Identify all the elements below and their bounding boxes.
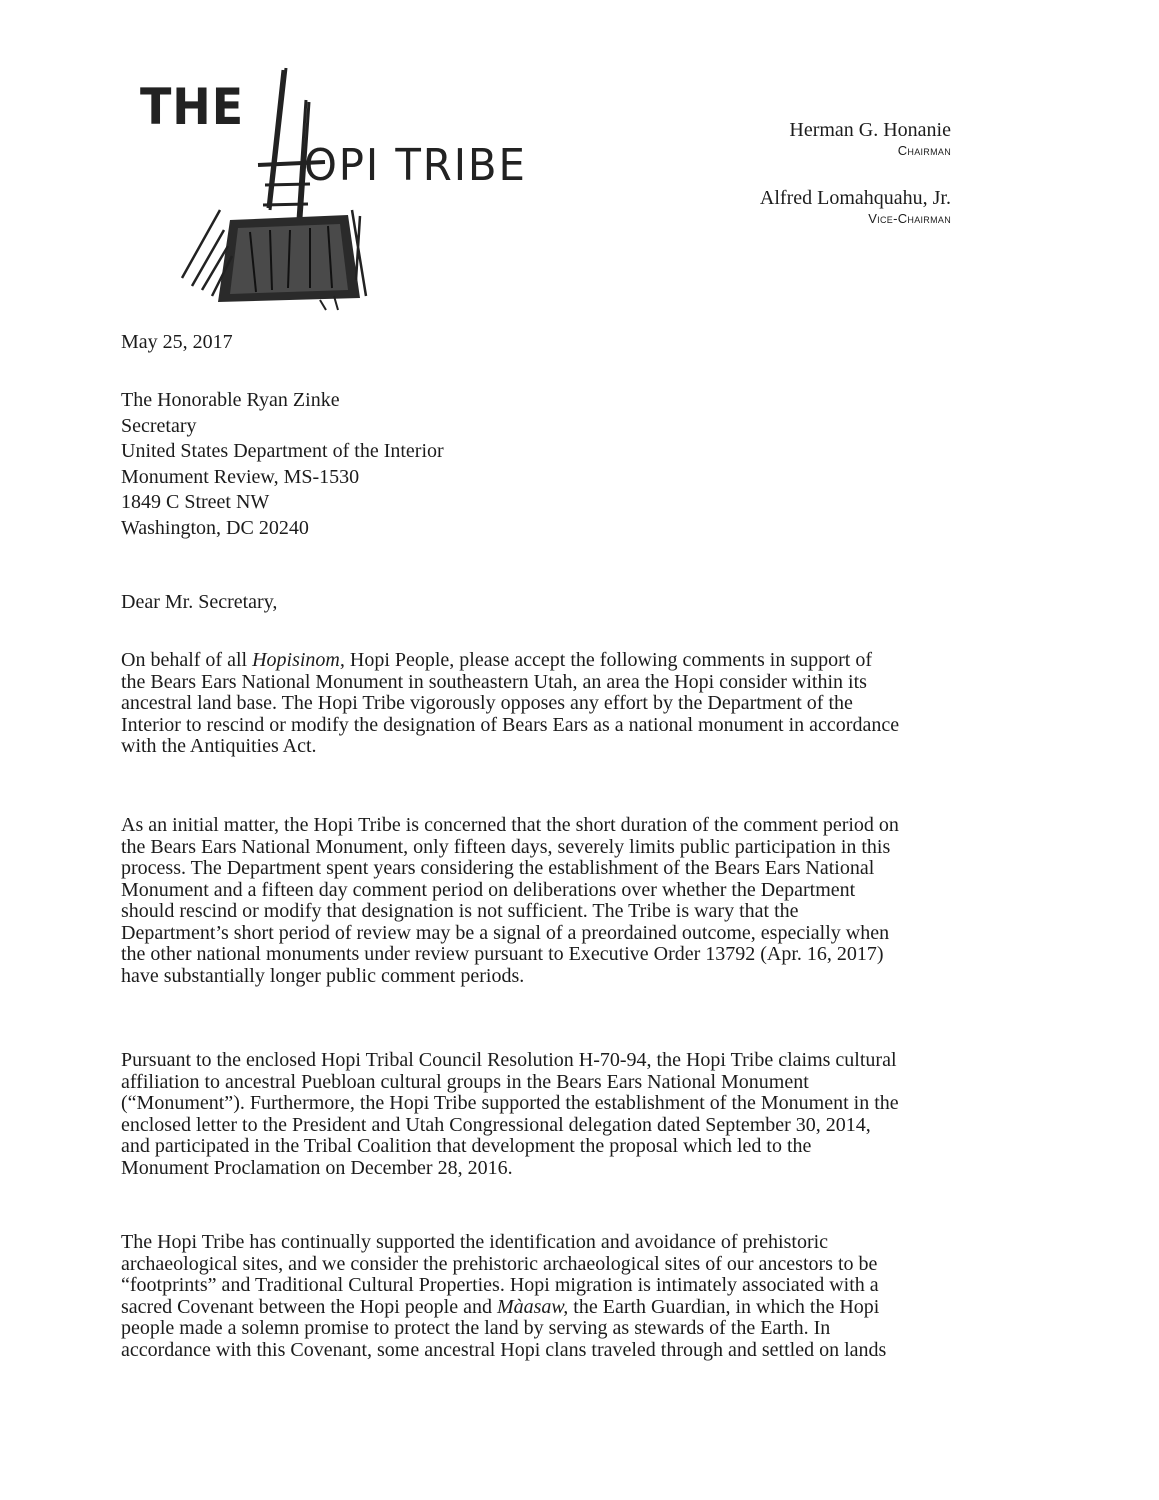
recipient-address bbox=[121, 388, 1021, 541]
paragraph-line: accordance with this Covenant, some ancestral Hopi clans traveled through and settled on lands bbox=[121, 1338, 887, 1361]
emphasis-hopisinom: Hopisinom, bbox=[252, 649, 345, 671]
text-run: the Earth Guardian, in which the Hopi bbox=[568, 1295, 880, 1318]
text-run: On behalf of all bbox=[121, 649, 253, 671]
text-run: Hopi People, please accept the following comments in support of bbox=[344, 649, 872, 671]
logo-opi-tribe-text: OPI TRIBE bbox=[304, 140, 527, 191]
address-line: United States Department of the Interior bbox=[121, 440, 444, 462]
paragraph-line: As an initial matter, the Hopi Tribe is concerned that the short duration of the comment period on bbox=[121, 814, 899, 836]
paragraph-line: with the Antiquities Act. bbox=[121, 735, 317, 757]
salutation: Dear Mr. Secretary, bbox=[121, 591, 278, 613]
paragraph-line: the other national monuments under review pursuant to Executive Order 13792 (Apr. 16, 2017) bbox=[121, 943, 884, 965]
paragraph-line: and participated in the Tribal Coalition that development the proposal which led to the bbox=[121, 1135, 812, 1157]
hopi-tribe-logo bbox=[120, 60, 580, 320]
paragraph-line bbox=[121, 650, 1021, 672]
address-line: The Honorable Ryan Zinke bbox=[121, 389, 340, 411]
officer-chairman bbox=[760, 118, 951, 160]
paragraph-line: Pursuant to the enclosed Hopi Tribal Council Resolution H-70-94, the Hopi Tribe claims cultural bbox=[121, 1049, 897, 1071]
address-line: Washington, DC 20240 bbox=[121, 516, 309, 539]
paragraph-line: process. The Department spent years considering the establishment of the Bears Ears National bbox=[121, 857, 875, 879]
paragraph-line: Interior to rescind or modify the designation of Bears Ears as a national monument in accordance bbox=[121, 713, 900, 736]
paragraph-line: Monument Proclamation on December 28, 2016. bbox=[121, 1156, 513, 1179]
paragraph-line: affiliation to ancestral Puebloan cultural groups in the Bears Ears National Monument bbox=[121, 1070, 809, 1093]
officers-block bbox=[760, 118, 951, 254]
paragraph-line: the Bears Ears National Monument, only fifteen days, severely limits public participation in this bbox=[121, 835, 891, 858]
address-line: Monument Review, MS-1530 bbox=[121, 465, 360, 488]
officer-title: Chairman bbox=[897, 143, 951, 158]
officer-name: Alfred Lomahquahu, Jr. bbox=[759, 187, 951, 209]
paragraph-line: ancestral land base. The Hopi Tribe vigorously opposes any effort by the Department of the bbox=[121, 692, 853, 714]
text-run: sacred Covenant between the Hopi people and bbox=[121, 1295, 497, 1318]
paragraph-line: the Bears Ears National Monument in southeastern Utah, an area the Hopi consider within its bbox=[121, 670, 867, 693]
officer-title: Vice-Chairman bbox=[868, 211, 951, 226]
paragraph-line: “footprints” and Traditional Cultural Properties. Hopi migration is intimately associated with a bbox=[121, 1274, 879, 1296]
address-line: 1849 C Street NW bbox=[121, 491, 270, 513]
letter-date: May 25, 2017 bbox=[121, 331, 233, 353]
officer-vice-chairman bbox=[760, 186, 951, 228]
paragraph-line: have substantially longer public comment periods. bbox=[121, 964, 525, 987]
paragraph-line: should rescind or modify that designation is not sufficient. The Tribe is wary that the bbox=[121, 900, 799, 922]
emphasis-maasaw: Màasaw, bbox=[496, 1295, 569, 1318]
logo-the-text: THE bbox=[140, 78, 245, 136]
paragraph-3 bbox=[121, 1050, 1021, 1179]
officer-name: Herman G. Honanie bbox=[789, 119, 951, 141]
paragraph-line: The Hopi Tribe has continually supported the identification and avoidance of prehistoric bbox=[121, 1231, 829, 1253]
paragraph-line: people made a solemn promise to protect the land by serving as stewards of the Earth. In bbox=[121, 1317, 831, 1339]
paragraph-line bbox=[121, 1297, 1021, 1319]
address-line: Secretary bbox=[121, 414, 197, 437]
paragraph-2 bbox=[121, 815, 1021, 987]
paragraph-line: Monument and a fifteen day comment period on deliberations over whether the Department bbox=[121, 878, 856, 901]
paragraph-4 bbox=[121, 1232, 1021, 1361]
paragraph-1 bbox=[121, 650, 1021, 758]
paragraph-line: Department’s short period of review may be a signal of a preordained outcome, especially when bbox=[121, 921, 890, 944]
paragraph-line: enclosed letter to the President and Utah Congressional delegation dated September 30, 2014, bbox=[121, 1113, 871, 1136]
paragraph-line: archaeological sites, and we consider the prehistoric archaeological sites of our ancestors to be bbox=[121, 1252, 878, 1275]
paragraph-line: (“Monument”). Furthermore, the Hopi Tribe supported the establishment of the Monument in the bbox=[121, 1092, 899, 1114]
